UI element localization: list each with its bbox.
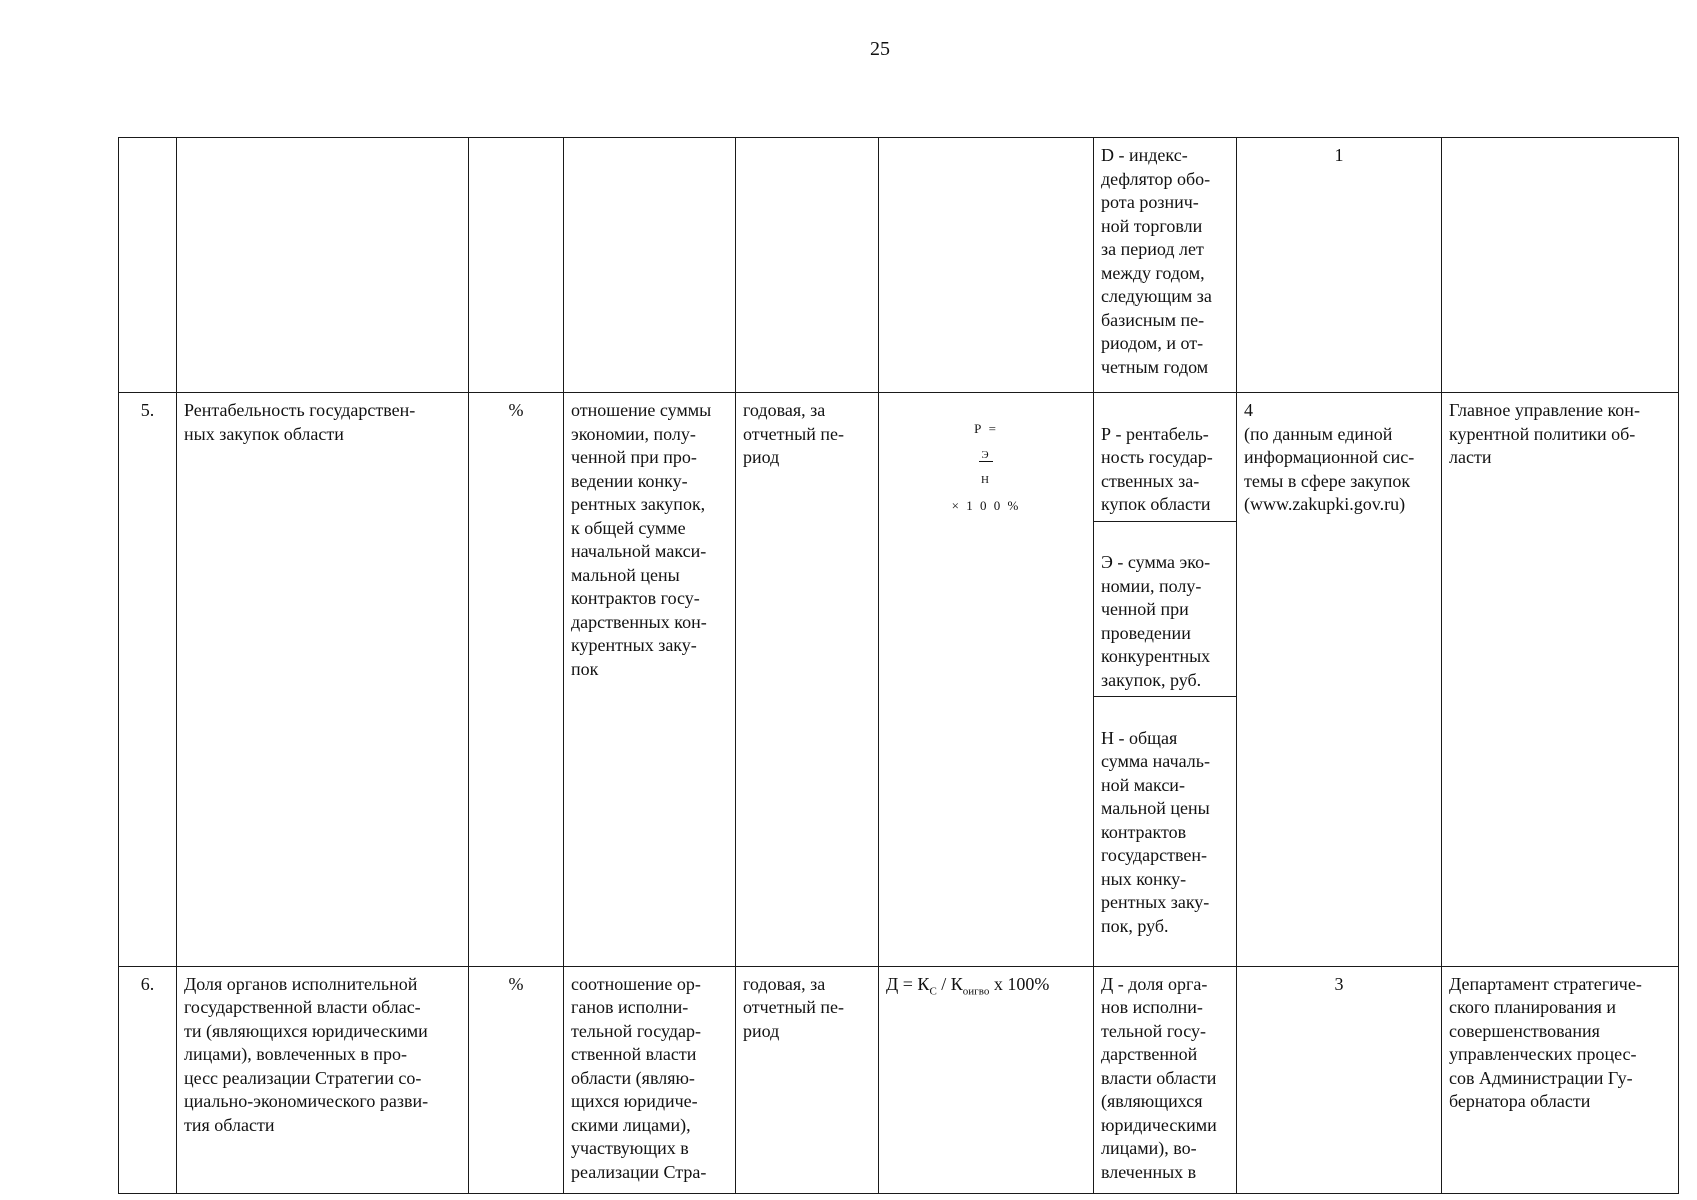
table-row-5	[119, 393, 1679, 967]
formula-left: Р =	[974, 421, 998, 436]
table-row-6	[119, 966, 1679, 1193]
formula-part: х 100%	[989, 973, 1050, 994]
formula-numerator: Э	[981, 449, 991, 461]
variable-description: D - индекс- дефлятор обо- рота рознич- ной торговли за период лет между годом, следующим за базисным пе- риодом, и от- четным годом	[1094, 138, 1237, 393]
cell-empty	[119, 138, 177, 393]
variable-description: Д - доля орга- нов исполни- тельной госу- дарственной власти области (являющихся юридическими лицами), во- влеченных в	[1094, 966, 1237, 1193]
indicators-table	[118, 137, 1679, 1194]
formula-subscript: С	[929, 985, 937, 998]
table-row-continued	[119, 138, 1679, 393]
indicator-value: 3	[1237, 966, 1442, 1193]
formula-fraction	[979, 437, 992, 498]
indicator-name: Рентабельность государствен- ных закупок области	[177, 393, 469, 967]
cell-empty	[177, 138, 469, 393]
variables-cell	[1094, 393, 1237, 967]
row-number: 5.	[119, 393, 177, 967]
unit: %	[469, 393, 564, 967]
formula	[879, 393, 1094, 967]
indicator-value: 1	[1237, 138, 1442, 393]
cell-empty	[879, 138, 1094, 393]
cell-empty	[1442, 138, 1679, 393]
cell-empty	[564, 138, 736, 393]
indicator-value: 4 (по данным единой информационной сис- темы в сфере закупок (www.zakupki.gov.ru)	[1237, 393, 1442, 967]
formula-subscript: оигво	[962, 985, 990, 998]
indicator-name: Доля органов исполнительной государственной власти облас- ти (являющихся юридическими лицами), вовлеченных в про- цесс реализации Стратегии со- циально-экономического разви- тия области	[177, 966, 469, 1193]
formula-right: × 1 0 0 %	[951, 498, 1021, 513]
formula-denominator: Н	[981, 474, 991, 486]
responsible-body: Главное управление кон- курентной политики об- ласти	[1442, 393, 1679, 967]
variable-description: Р - рентабель- ность государ- ственных за- купок области	[1094, 417, 1236, 522]
formula-part: / К	[936, 973, 963, 994]
formula-part: Д = К	[886, 973, 930, 994]
periodicity: годовая, за отчетный пе- риод	[736, 966, 879, 1193]
periodicity: годовая, за отчетный пе- риод	[736, 393, 879, 967]
variable-description: Э - сумма эко- номии, полу- ченной при проведении конкурентных закупок, руб.	[1094, 545, 1236, 697]
unit: %	[469, 966, 564, 1193]
row-number: 6.	[119, 966, 177, 1193]
cell-empty	[736, 138, 879, 393]
definition: отношение суммы экономии, полу- ченной при про- ведении конку- рентных закупок, к общей сумме начальной макси- мальной цены контрактов госу- дарственных кон- курентных заку- пок	[564, 393, 736, 967]
formula	[879, 966, 1094, 1193]
definition: соотношение ор- ганов исполни- тельной государ- ственной власти области (являю- щихся юридиче- скими лицами), участвующих в реализации Стра-	[564, 966, 736, 1193]
responsible-body: Департамент стратегиче- ского планирования и совершенствования управленческих процес- сов Администрации Гу- бернатора области	[1442, 966, 1679, 1193]
page-number: 25	[870, 38, 890, 60]
variable-description: Н - общая сумма началь- ной макси- мальной цены контрактов государствен- ных конку- рентных заку- пок, руб.	[1101, 727, 1210, 936]
cell-empty	[469, 138, 564, 393]
